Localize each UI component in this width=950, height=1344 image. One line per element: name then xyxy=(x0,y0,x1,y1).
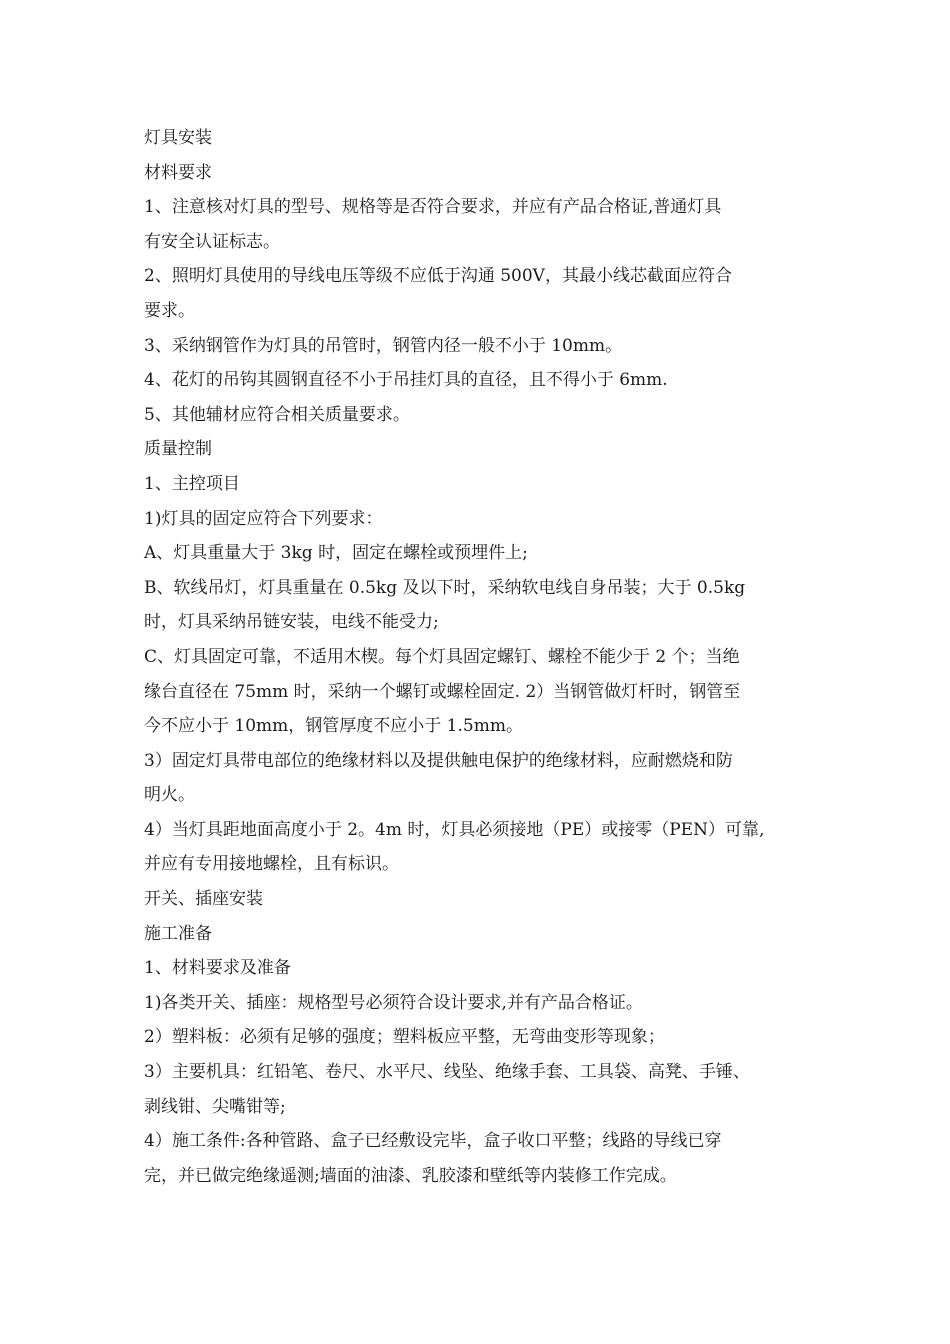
paragraph-line: 并应有专用接地螺栓，且有标识。 xyxy=(144,854,399,875)
paragraph-line: 5、其他辅材应符合相关质量要求。 xyxy=(144,404,410,425)
document-body xyxy=(144,121,834,1193)
paragraph-line: 要求。 xyxy=(144,300,195,321)
paragraph-line: 1)灯具的固定应符合下列要求： xyxy=(144,508,383,529)
subsection-title-construction-preparation: 施工准备 xyxy=(144,923,212,944)
paragraph-line: 1、主控项目 xyxy=(144,473,240,494)
paragraph-line: 1、注意核对灯具的型号、规格等是否符合要求，并应有产品合格证,普通灯具 xyxy=(144,197,722,218)
section-title-lamp-installation: 灯具安装 xyxy=(144,128,212,148)
paragraph-line: 2、照明灯具使用的导线电压等级不应低于沟通 500V，其最小线芯截面应符合 xyxy=(144,266,732,287)
paragraph-line: 缘台直径在 75mm 时，采纳一个螺钉或螺栓固定. 2）当钢管做灯杆时，钢管至 xyxy=(144,681,741,702)
paragraph-line: 3）固定灯具带电部位的绝缘材料以及提供触电保护的绝缘材料，应耐燃烧和防 xyxy=(144,750,733,771)
paragraph-line: 今不应小于 10mm，钢管厚度不应小于 1.5mm。 xyxy=(144,716,523,737)
paragraph-line: 1、材料要求及准备 xyxy=(144,958,291,979)
section-title-switch-socket-installation: 开关、插座安装 xyxy=(144,889,263,910)
paragraph-line: 完，并已做完绝缘遥测;墙面的油漆、乳胶漆和壁纸等内装修工作完成。 xyxy=(144,1165,677,1186)
paragraph-line: 4、花灯的吊钩其圆钢直径不小于吊挂灯具的直径，且不得小于 6mm. xyxy=(144,370,668,391)
paragraph-line: 有安全认证标志。 xyxy=(144,231,280,252)
paragraph-line: A、灯具重量大于 3kg 时，固定在螺栓或预埋件上; xyxy=(144,543,528,564)
paragraph-line: 1)各类开关、插座：规格型号必须符合设计要求,并有产品合格证。 xyxy=(144,992,643,1013)
paragraph-line: 明火。 xyxy=(144,785,195,806)
paragraph-line: B、软线吊灯，灯具重量在 0.5kg 及以下时，采纳软电线自身吊装；大于 0.5kg xyxy=(144,577,746,598)
subsection-title-quality-control: 质量控制 xyxy=(144,439,212,460)
paragraph-line: 时，灯具采纳吊链安装，电线不能受力; xyxy=(144,612,439,633)
paragraph-line: C、灯具固定可靠，不适用木楔。每个灯具固定螺钉、螺栓不能少于 2 个；当绝 xyxy=(144,646,740,667)
paragraph-line: 剥线钳、尖嘴钳等; xyxy=(144,1096,286,1117)
paragraph-line: 3）主要机具：红铅笔、卷尺、水平尺、线坠、绝缘手套、工具袋、高凳、手锤、 xyxy=(144,1062,750,1083)
paragraph-line: 3、采纳钢管作为灯具的吊管时，钢管内径一般不小于 10mm。 xyxy=(144,335,623,356)
subsection-title-material-requirements: 材料要求 xyxy=(144,162,212,183)
paragraph-line: 2）塑料板：必须有足够的强度；塑料板应平整，无弯曲变形等现象； xyxy=(144,1027,665,1048)
paragraph-line: 4）施工条件:各种管路、盒子已经敷设完毕，盒子收口平整；线路的导线已穿 xyxy=(144,1131,722,1152)
paragraph-line: 4）当灯具距地面高度小于 2。4m 时，灯具必须接地（PE）或接零（PEN）可靠, xyxy=(144,819,765,840)
